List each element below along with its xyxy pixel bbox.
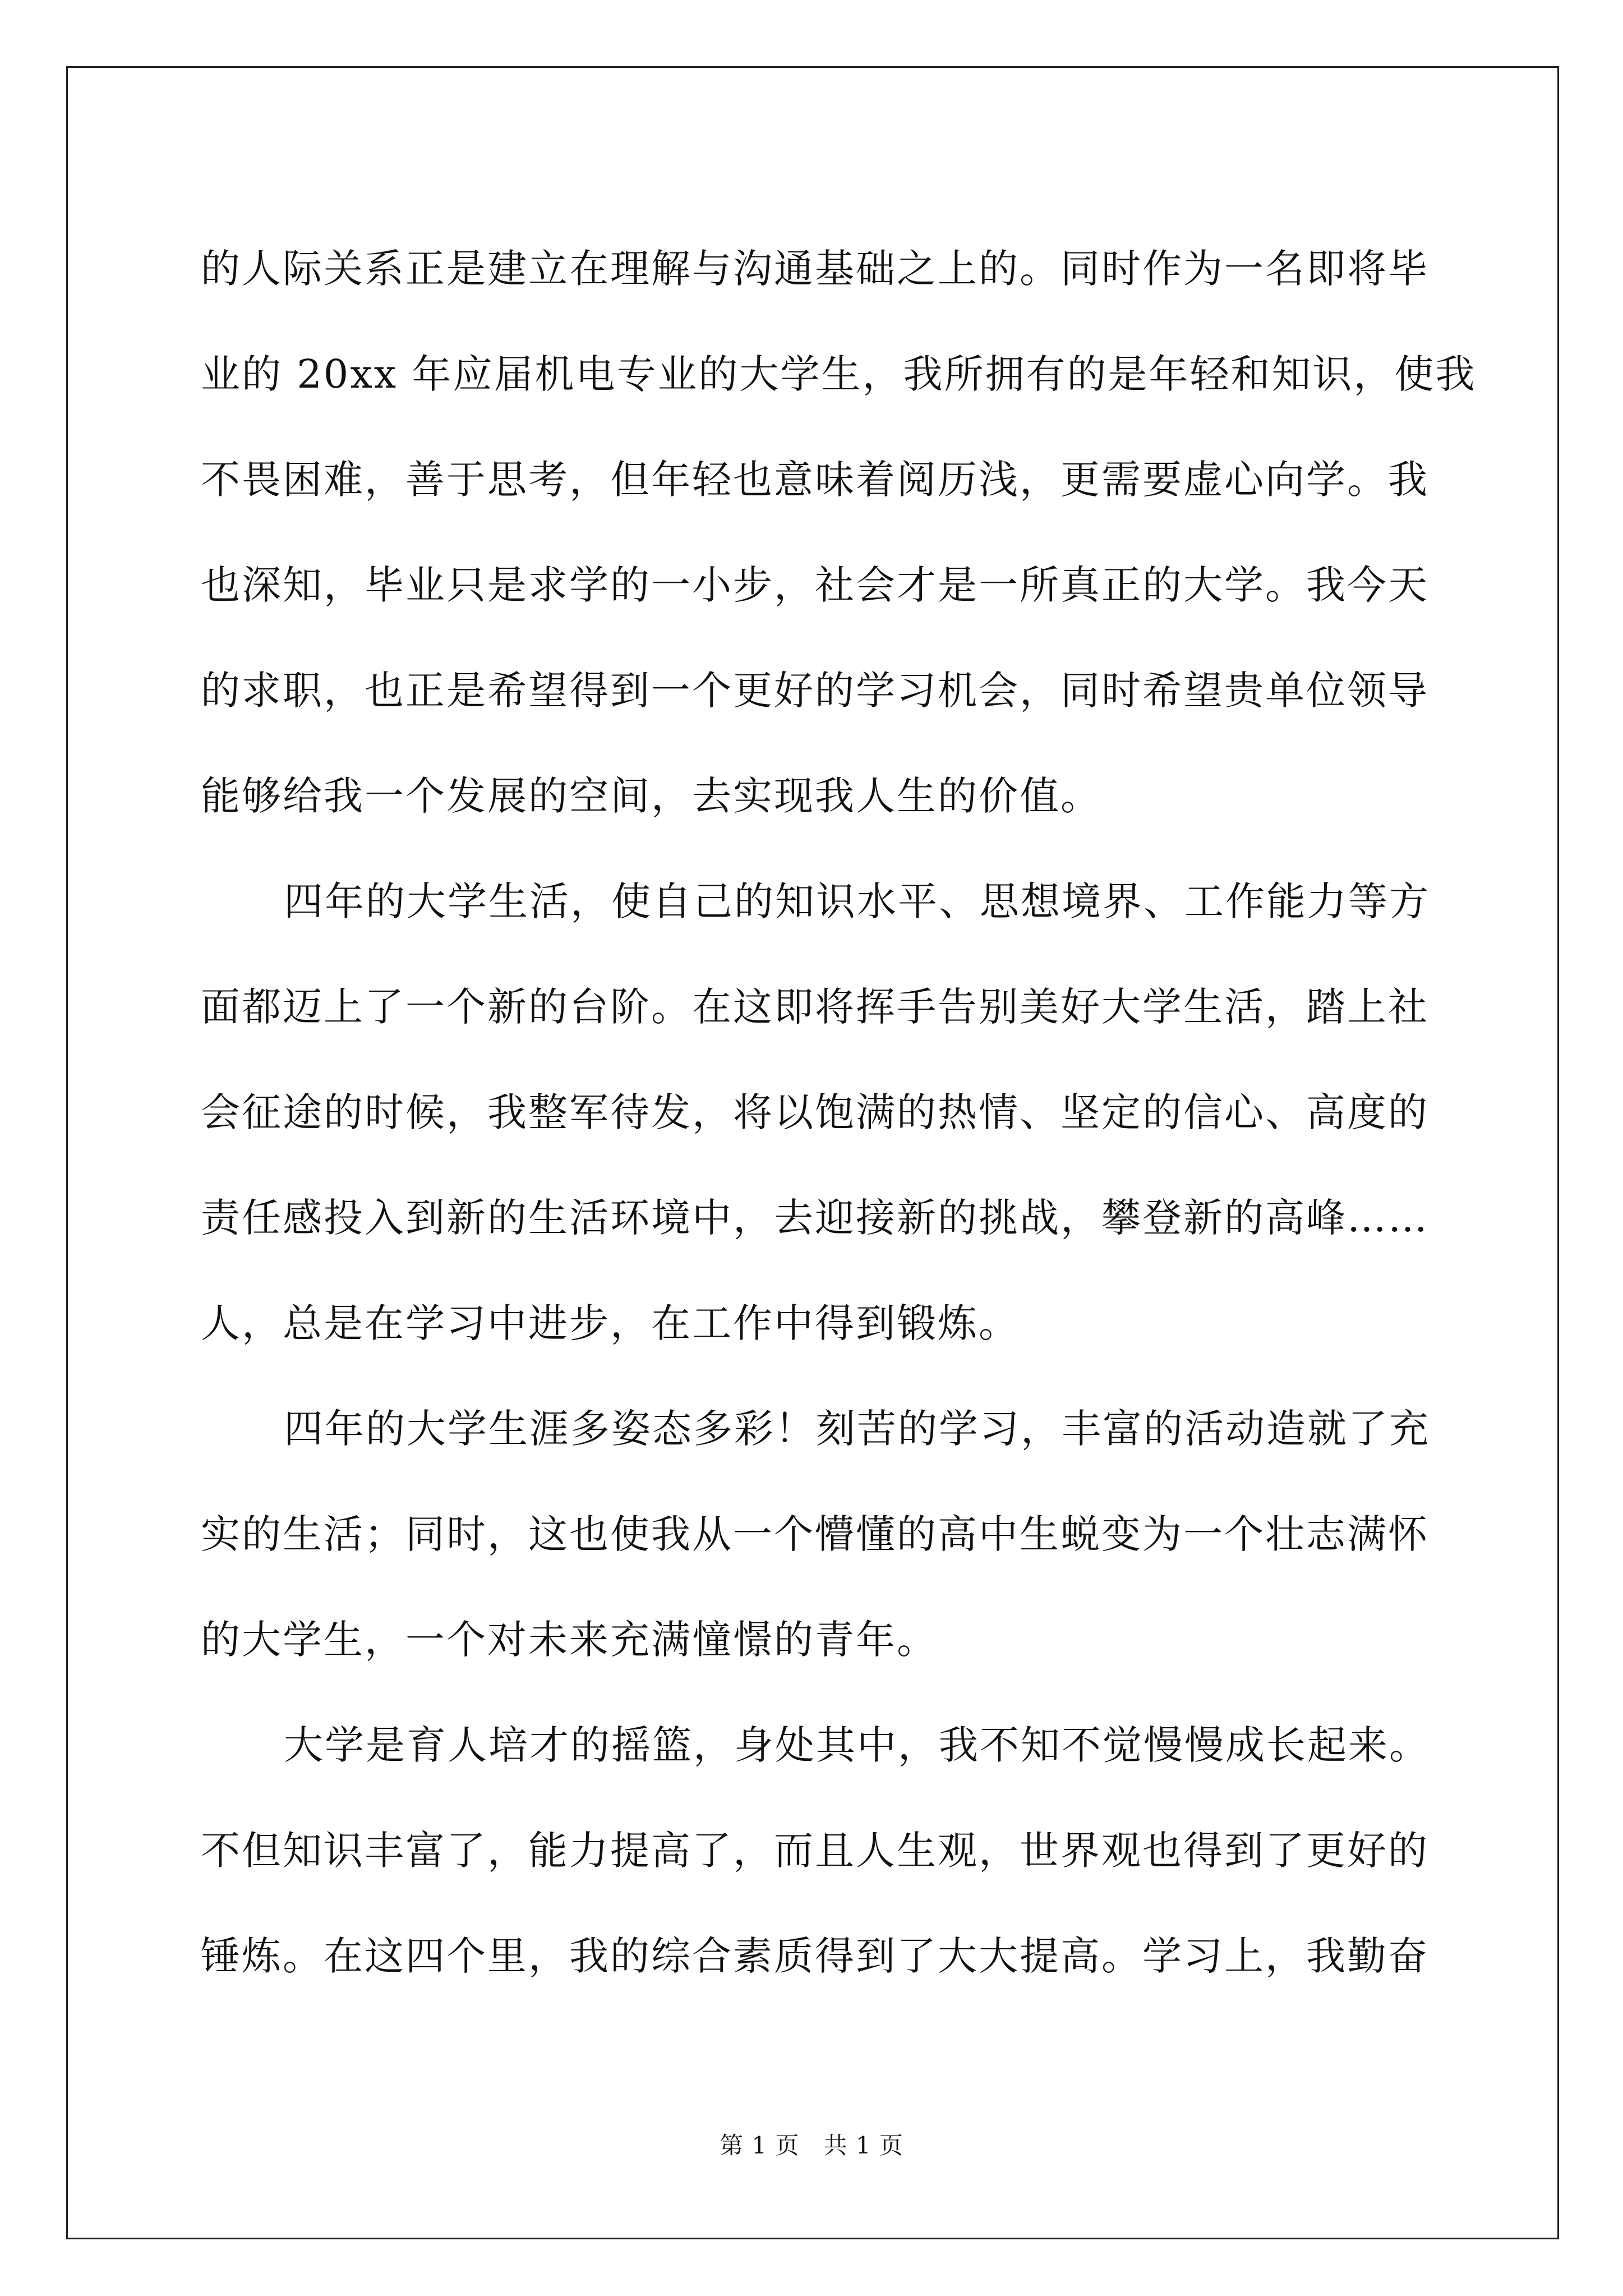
- text-line: 的求职，也正是希望得到一个更好的学习机会，同时希望贵单位领导: [201, 668, 1429, 714]
- page-number-footer: 第 1 页 共 1 页: [720, 2132, 903, 2159]
- text-line: 面都迈上了一个新的台阶。在这即将挥手告别美好大学生活，踏上社: [201, 984, 1429, 1030]
- text-line: 也深知，毕业只是求学的一小步，社会才是一所真正的大学。我今天: [201, 562, 1429, 608]
- text-line: 人，总是在学习中进步，在工作中得到锻炼。: [201, 1300, 1020, 1346]
- text-line: 不畏困难，善于思考，但年轻也意味着阅历浅，更需要虚心向学。我: [201, 457, 1429, 503]
- text-line: 业的 20xx 年应届机电专业的大学生，我所拥有的是年轻和知识，使我: [201, 351, 1477, 397]
- paragraph-first-line: 四年的大学生活，使自己的知识水平、思想境界、工作能力等方: [284, 878, 1430, 924]
- document-body: [201, 216, 1477, 2009]
- text-line: 会征途的时候，我整军待发，将以饱满的热情、坚定的信心、高度的: [201, 1089, 1429, 1135]
- text-line: 能够给我一个发展的空间，去实现我人生的价值。: [201, 773, 1101, 819]
- paragraph-first-line: 大学是育人培才的摇篮，身处其中，我不知不觉慢慢成长起来。: [284, 1722, 1430, 1768]
- text-line: 的大学生，一个对未来充满憧憬的青年。: [201, 1617, 938, 1663]
- paragraph-first-line: 四年的大学生涯多姿态多彩！刻苦的学习，丰富的活动造就了充: [284, 1406, 1430, 1452]
- text-line: 的人际关系正是建立在理解与沟通基础之上的。同时作为一名即将毕: [201, 246, 1429, 292]
- text-line: 责任感投入到新的生活环境中，去迎接新的挑战，攀登新的高峰……: [201, 1195, 1429, 1241]
- text-line: 锤炼。在这四个里，我的综合素质得到了大大提高。学习上，我勤奋: [201, 1933, 1429, 1979]
- text-line: 不但知识丰富了，能力提高了，而且人生观，世界观也得到了更好的: [201, 1828, 1429, 1874]
- text-line: 实的生活；同时，这也使我从一个懵懂的高中生蜕变为一个壮志满怀: [201, 1511, 1429, 1557]
